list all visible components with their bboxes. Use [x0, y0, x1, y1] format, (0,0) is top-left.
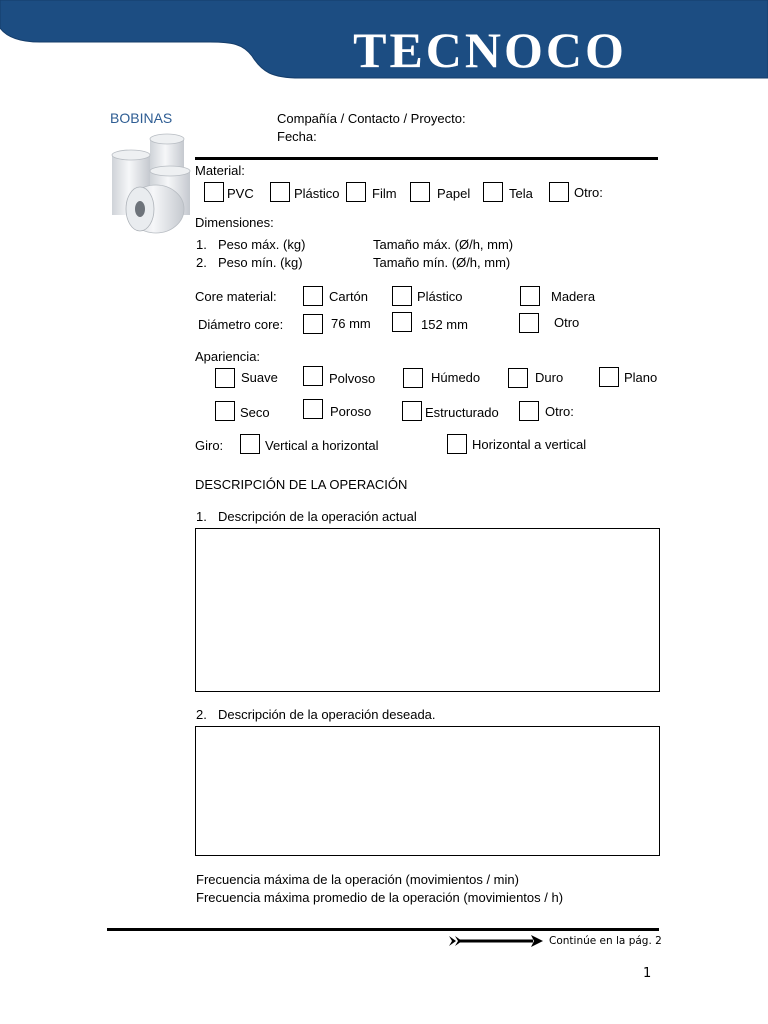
checkbox-diameter-otro[interactable]: [519, 313, 539, 333]
operation-heading: DESCRIPCIÓN DE LA OPERACIÓN: [195, 477, 408, 492]
checkbox-appearance-humedo[interactable]: [403, 368, 423, 388]
checkbox-core-carton[interactable]: [303, 286, 323, 306]
checkbox-appearance-poroso[interactable]: [303, 399, 323, 419]
appearance-option-suave: Suave: [241, 370, 278, 385]
checkbox-appearance-plano[interactable]: [599, 367, 619, 387]
operation-desired-number: 2.: [196, 707, 207, 722]
checkbox-material-plastico[interactable]: [270, 182, 290, 202]
appearance-option-poroso: Poroso: [330, 404, 372, 419]
dimensions-label: Dimensiones:: [195, 215, 274, 230]
appearance-option-estructurado: Estructurado: [425, 405, 499, 420]
material-option-papel: Papel: [437, 186, 471, 201]
core-diameter-label: Diámetro core:: [198, 317, 284, 332]
checkbox-diameter-152[interactable]: [392, 312, 412, 332]
diameter-option-otro: Otro: [554, 315, 580, 330]
page-number: 1: [643, 966, 652, 981]
checkbox-appearance-suave[interactable]: [215, 368, 235, 388]
diameter-option-76: 76 mm: [331, 316, 371, 331]
operation-desired-label: Descripción de la operación deseada.: [218, 707, 436, 722]
diameter-option-152: 152 mm: [421, 317, 468, 332]
checkbox-giro-vertical-horizontal[interactable]: [240, 434, 260, 454]
dimension-size-min: Tamaño mín. (Ø/h, mm): [373, 255, 511, 270]
material-option-pvc: PVC: [227, 186, 254, 201]
checkbox-appearance-polvoso[interactable]: [303, 366, 323, 386]
material-label: Material:: [195, 163, 245, 178]
appearance-option-otro: Otro:: [545, 404, 574, 419]
top-divider: [195, 157, 658, 160]
material-option-tela: Tela: [509, 186, 533, 201]
dimension-weight-max: Peso máx. (kg): [218, 237, 306, 252]
checkbox-appearance-seco[interactable]: [215, 401, 235, 421]
date-label: Fecha:: [277, 129, 317, 144]
core-option-plastico: Plástico: [417, 289, 463, 304]
checkbox-appearance-duro[interactable]: [508, 368, 528, 388]
operation-current-label: Descripción de la operación actual: [218, 509, 417, 524]
core-option-madera: Madera: [551, 289, 596, 304]
frequency-average-label: Frecuencia máxima promedio de la operación (movimientos / h): [196, 890, 564, 905]
material-option-otro: Otro:: [574, 185, 603, 200]
operation-desired-textarea[interactable]: [195, 726, 660, 856]
dimension-size-max: Tamaño máx. (Ø/h, mm): [373, 237, 514, 252]
continue-next-page-link[interactable]: Continúe en la pág. 2: [549, 935, 662, 947]
core-material-label: Core material:: [195, 289, 277, 304]
film-rolls-image: [106, 133, 196, 239]
checkbox-material-papel[interactable]: [410, 182, 430, 202]
checkbox-appearance-otro[interactable]: [519, 401, 539, 421]
checkbox-appearance-estructurado[interactable]: [402, 401, 422, 421]
continue-arrow-icon: [447, 933, 545, 949]
giro-label: Giro:: [195, 438, 224, 453]
appearance-label: Apariencia:: [195, 349, 261, 364]
checkbox-giro-horizontal-vertical[interactable]: [447, 434, 467, 454]
checkbox-core-plastico[interactable]: [392, 286, 412, 306]
dimension-weight-min: Peso mín. (kg): [218, 255, 303, 270]
company-contact-project-label: Compañía / Contacto / Proyecto:: [277, 111, 466, 126]
checkbox-material-pvc[interactable]: [204, 182, 224, 202]
operation-current-number: 1.: [196, 509, 207, 524]
checkbox-core-madera[interactable]: [520, 286, 540, 306]
bottom-divider: [107, 928, 659, 931]
section-title: BOBINAS: [110, 110, 173, 126]
giro-option-horizontal-vertical: Horizontal a vertical: [472, 437, 587, 452]
dimension-1-number: 1.: [196, 237, 207, 252]
frequency-max-label: Frecuencia máxima de la operación (movimientos / min): [196, 872, 519, 887]
checkbox-material-tela[interactable]: [483, 182, 503, 202]
checkbox-diameter-76[interactable]: [303, 314, 323, 334]
appearance-option-humedo: Húmedo: [431, 370, 481, 385]
appearance-option-duro: Duro: [535, 370, 564, 385]
appearance-option-polvoso: Polvoso: [329, 371, 376, 386]
brand-logo: TECNOCO: [353, 22, 627, 78]
checkbox-material-film[interactable]: [346, 182, 366, 202]
operation-current-textarea[interactable]: [195, 528, 660, 692]
material-option-plastico: Plástico: [294, 186, 340, 201]
checkbox-material-otro[interactable]: [549, 182, 569, 202]
appearance-option-seco: Seco: [240, 405, 270, 420]
dimension-2-number: 2.: [196, 255, 207, 270]
core-option-carton: Cartón: [329, 289, 369, 304]
giro-option-vertical-horizontal: Vertical a horizontal: [265, 438, 379, 453]
material-option-film: Film: [372, 186, 397, 201]
appearance-option-plano: Plano: [624, 370, 658, 385]
